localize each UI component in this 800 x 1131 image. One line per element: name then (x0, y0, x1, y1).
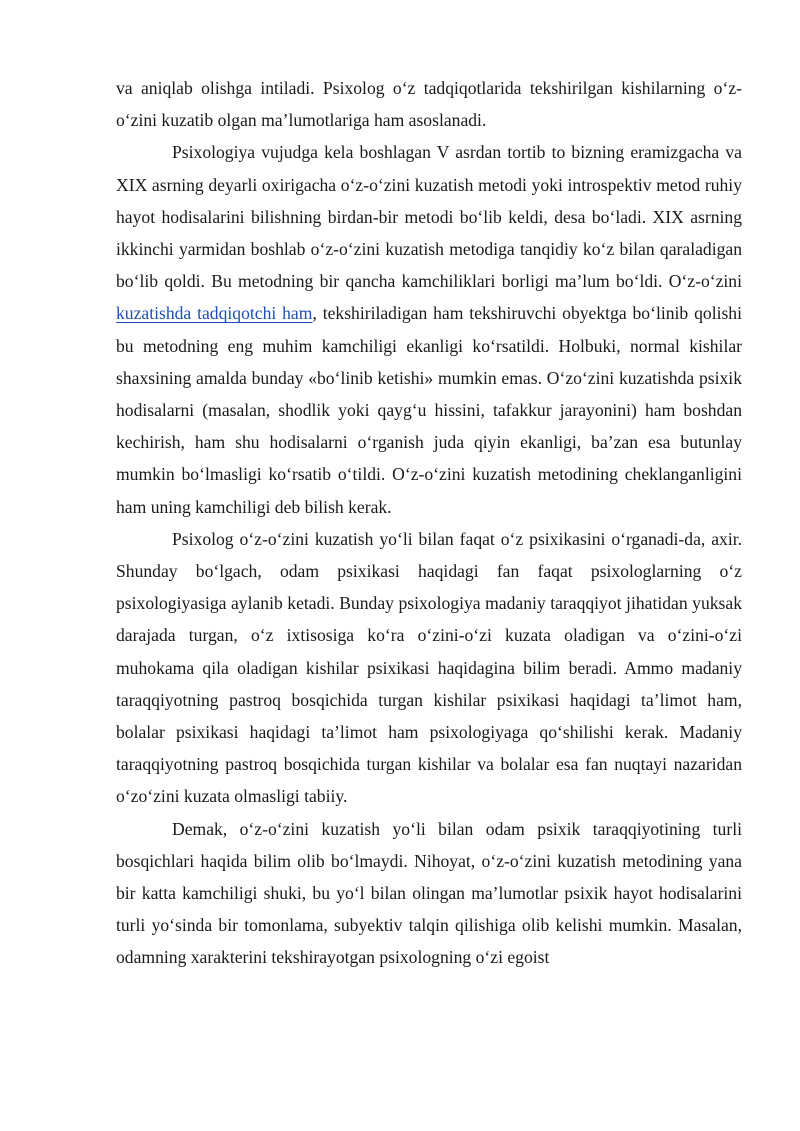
paragraph-2 (116, 136, 742, 522)
hyperlink[interactable]: kuzatishda tadqiqotchi ham (116, 303, 313, 324)
paragraph-3: Psixolog o‘z-o‘zini kuzatish yo‘li bilan faqat o‘z psixikasini o‘rganadi-da, axir. Shunday bo‘lgach, odam psixikasi haqidagi fan faqat psixologlarning o‘z psixologiyasiga aylanib ketadi. Bunday psixologiya madaniy taraqqiyot jihatidan yuksak darajada turgan, o‘z ixtisosiga ko‘ra o‘zini-o‘zi kuzata oladigan va o‘zini-o‘zi muhokama qila oladigan kishilar psixikasi haqidagina bilim beradi. Ammo madaniy taraqqiyotning pastroq bosqichida turgan kishilar psixikasi haqidagi ta’limot ham, bolalar psixikasi haqidagi ta’limot ham psixologiyaga qo‘shilishi kerak. Madaniy taraqqiyotning pastroq bosqichida turgan kishilar va bolalar esa fan nuqtayi nazaridan o‘zo‘zini kuzata olmasligi tabiiy. (116, 528, 742, 807)
paragraph-4: Demak, o‘z-o‘zini kuzatish yo‘li bilan odam psixik taraqqiyotining turli bosqichlari haqida bilim olib bo‘lmaydi. Nihoyat, o‘z-o‘zini kuzatish metodining yana bir katta kamchiligi shuki, bu yo‘l bilan olingan ma’lumotlar psixik hayot hodisalarini turli yo‘sinda bir tomonlama, subyektiv talqin qilishiga olib kelishi mumkin. Masalan, odamning xarakterini tekshirayotgan psixologning o‘zi egoist (116, 818, 742, 968)
document-page (116, 72, 742, 974)
paragraph-1: va aniqlab olishga intiladi. Psixolog o‘z tadqiqotlarida tekshirilgan kishilarning o‘z-o‘zini kuzatib olgan ma’lumotlariga ham asoslanadi. (116, 78, 742, 131)
paragraph-2-text-after: , tekshiriladigan ham tekshiruvchi obyektga bo‘linib qolishi bu metodning eng muhim kamchiligi ekanligi ko‘rsatildi. Holbuki, normal kishilar shaxsining amalda bunday «bo‘linib ketishi» mumkin emas. O‘zo‘zini kuzatishda psixik hodisalarni (masalan, shodlik yoki qayg‘u hissini, tafakkur jarayonini) ham boshdan kechirish, ham shu hodisalarni o‘rganish juda qiyin ekanligi, ba’zan esa butunlay mumkin bo‘lmasligi ko‘rsatib o‘tildi. O‘z-o‘zini kuzatish metodining cheklanganligini ham uning kamchiligi deb bilish kerak. (116, 303, 742, 517)
paragraph-2-text-before: Psixologiya vujudga kela boshlagan V asrdan tortib to bizning eramizgacha va XIX asrning deyarli oxirigacha o‘z-o‘zini kuzatish metodi yoki introspektiv metod ruhiy hayot hodisalarini bilishning birdan-bir metodi bo‘lib keldi, desa bo‘ladi. XIX asrning ikkinchi yarmidan boshlab o‘z-o‘zini kuzatish metodiga tanqidiy ko‘z bilan qaraladigan bo‘lib qoldi. Bu metodning bir qancha kamchiliklari borligi ma’lum bo‘ldi. O‘z-o‘zini (116, 142, 742, 292)
